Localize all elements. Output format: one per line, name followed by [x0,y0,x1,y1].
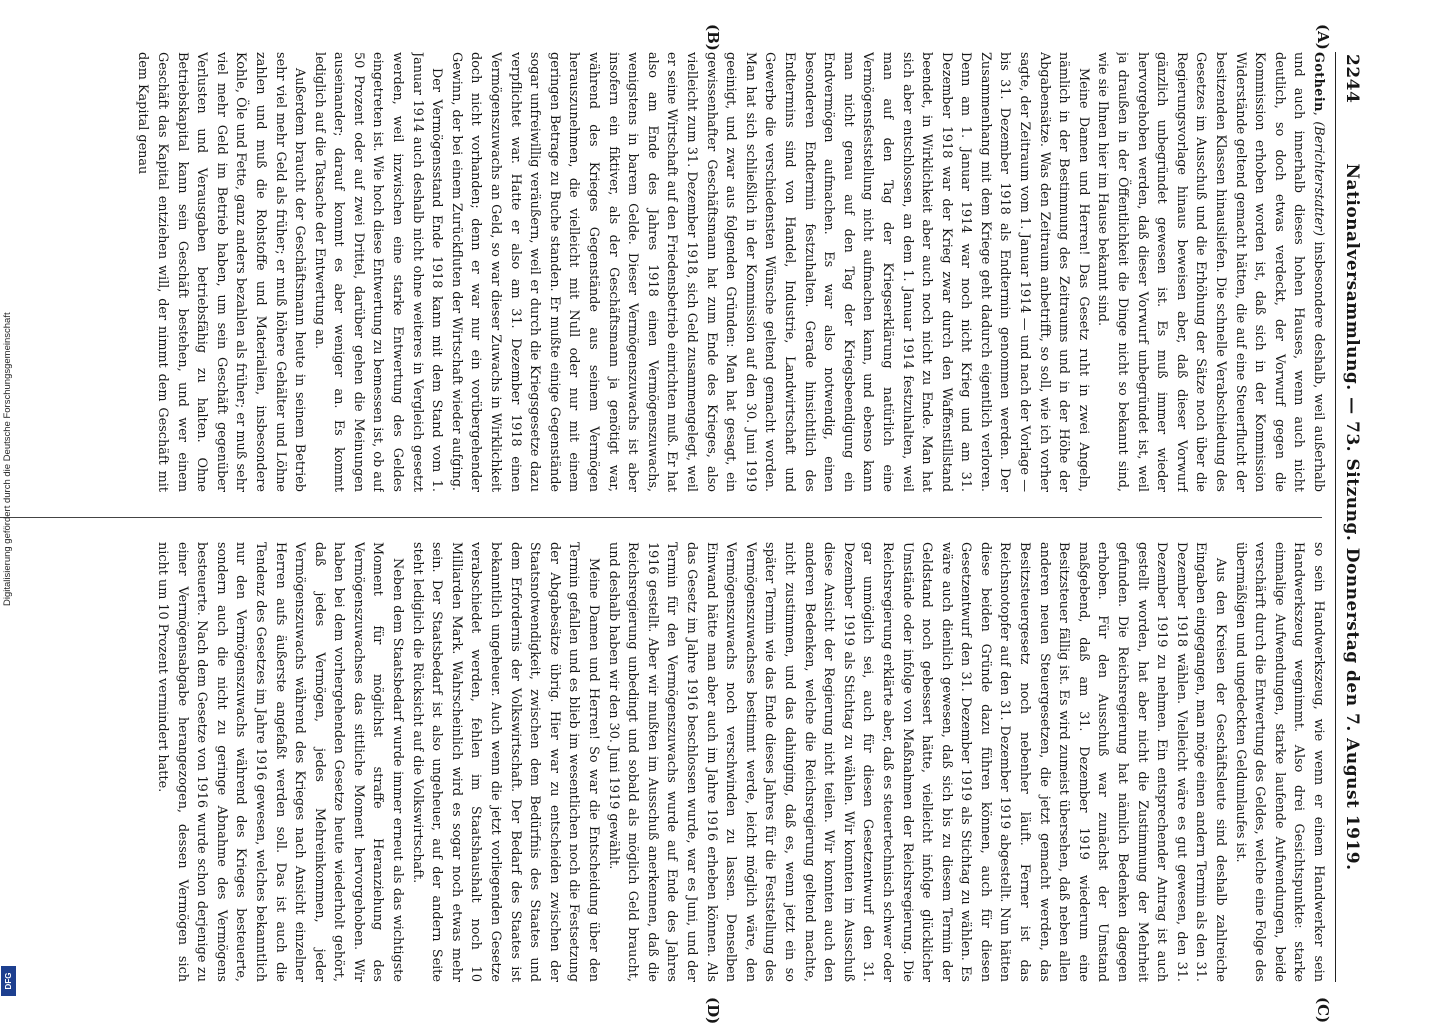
column-divider [0,517,1322,518]
rotated-page [0,24,1362,1024]
margin-mark-c: (C) [1314,997,1332,1024]
speaker-name: Gothein [1311,52,1326,112]
left-paragraph-4: Außerdem braucht der Geschäftsmann heute in seinem Betrieb sehr viel mehr Geld als früher; er muß höhere Gehälter und Löhne zahlen und muß die Rohstoffe und Materialien, insbesondere Kohle, Öle und Fette, ganz anders bezahlen als früher; er muß sehr viel mehr Geld im Betrieb haben, um sein Geschäft gegenüber Verlusten und Verausgaben betriebsfähig zu halten. Ohne Betriebskapital kann sein Geschäft bestehen, und wer einem Geschäft das Kapital entziehen will, der nimmt dem Geschäft mit dem Kapital genau [135,52,308,492]
margin-mark-b: (B) [704,24,722,51]
right-paragraph-4: Neben dem Staatsbedarf wurde immer erneut als das wichtigste Moment für möglichst straffe Heranziehung des Vermögenszuwachses das sittliche Moment hervorgehoben. Wir haben bei dem vorhergehenden Gesetze heute wiederholt gehört, daß jedes Vermögen, jedes Mehreinkommen, jeder Vermögenszuwachs während des Krieges nach Ansicht einzelner Herren aufs äußerste angefaßt werden soll. Das ist auch die Tendenz des Gesetzes im Jahre 1916 gewesen, welches bekanntlich nur den Vermögenszuwachs während des Krieges besteuerte, sondern auch die nicht zu geringe Abnahme des Vermögens besteuerte. Nach dem Gesetze von 1916 wurde schon derjenige zu einer Vermögensabgabe herangezogen, dessen Vermögen sich nicht um 10 Prozent vermindert hatte. [154,542,406,982]
left-paragraph-3: Der Vermögensstand Ende 1918 kann mit dem Stand vom 1. Januar 1914 auch deshalb nicht ohne weiteres in Vergleich gesetzt werden, weil inzwischen eine starke Entwertung des Geldes eingetreten ist. Wie hoch diese Entwertung zu bemessen ist, ob auf 50 Prozent oder auf zwei Drittel, darüber gehen die Meinungen auseinander; darauf kommt es aber weniger an. Es kommt lediglich auf die Tatsache der Entwertung an. [311,52,445,492]
left-paragraph-2: Meine Damen und Herren! Das Gesetz ruht in zwei Angeln, nämlich in der Bestimmung des Zeitraums und in der Höhe der Abgabensätze. Was den Zeitraum anbetrifft, so soll, wie ich vorher sagte, der Zeitraum vom 1. Januar 1914 — und nach der Vorlage — bis 31. Dezember 1918 als Endtermin genommen werden. Der Zusammenhang mit dem Kriege geht dadurch eigentlich verloren. Denn am 1. Januar 1914 war noch nicht Krieg und am 31. Dezember 1918 war der Krieg zwar durch den Waffenstillstand beendet, in Wirklichkeit aber auch noch nicht zu Ende. Man hat sich aber entschlossen, an dem 1. Januar 1914 festzuhalten, weil man auf den Tag der Kriegserklärung natürlich eine Vermögensfeststellung nicht aufmachen kann, und ebenso kann man nicht genau auf den Tag der Kriegsbeendigung ein Endvermögen aufmachen. Es war also notwendig, einen besonderen Endtermin festzuhalten. Gerade hinsichtlich des Endtermins sind von Handel, Industrie, Landwirtschaft und Gewerbe die verschiedensten Wünsche geltend gemacht worden. Man hat sich schließlich in der Kommission auf den 30. Juni 1919 geeinigt, und zwar aus folgenden Gründen: Man hat gesagt, ein gewissenhafter Geschäftsmann hat zum Ende des Krieges, also vielleicht zum 31. Dezember 1918, sich Geld zusammengelegt, weil er seine Wirtschaft auf den Friedensbetrieb einrichten muß. Er hat also am Ende des Jahres 1918 einen Vermögenszuwachs, wenigstens in barem Gelde. Dieser Vermögenszuwachs ist aber insofern ein fiktiver, als der Geschäftsmann ja genötigt war, während des Krieges Gegenstände aus seinem Vermögen herauszunehmen, die vielleicht mit Null oder nur mit einem geringen Betrage zu Buche standen. Er mußte einige Gegenstände sogar unfreiwillig veräußern, weil er durch die Kriegsgesetze dazu verpflichtet war. Hatte er also am 31. Dezember 1918 einen Vermögenszuwachs an Geld, so war dieser Zuwachs in Wirklichkeit doch nicht vorhanden; denn er war nur ein vorübergehender Gewinn, der bei einem Zurückfluten der Wirtschaft wieder aufging. [448,52,1091,492]
speaker-remark: (Berichterstatter) [1311,121,1326,237]
dfg-logo-text: DFG [4,972,13,990]
left-paragraph-1-text: insbesondere deshalb, weil außerhalb und auch innerhalb dieses hohen Hauses, wenn auch nicht deutlich, so doch etwas verdeckt, der Vorwurf gegen die Kommission erhoben worden ist, daß sich in der Kommission Widerstände geltend gemacht hätten, die auf eine Steuerflucht der besitzenden Klassen hinausliefen. Die schnelle Verabschiedung des Gesetzes im Ausschuß und die Erhöhung der Sätze noch über die Regierungsvorlage hinaus beweisen aber, daß dieser Vorwurf gänzlich unbegründet gewesen ist. Es muß immer wieder hervorgehoben werden, daß dieser Vorwurf unbegründet ist, weil ja draußen in der Öffentlichkeit die Dinge nicht so bekannt sind, wie sie Ihnen hier im Hause bekannt sind. [1095,52,1326,492]
digitization-credit: Digitalisierung gefördert durch die Deutsche Forschungsgemeinschaft [2,312,13,606]
page-number: 2244 [1342,54,1362,104]
right-paragraph-2: Aus den Kreisen der Geschäftsleute sind deshalb zahlreiche Eingaben eingegangen, man möge einen andern Termin als den 31. Dezember 1918 wählen. Vielleicht wäre es gut gewesen, den 31. Dezember 1919 zu nehmen. Ein entsprechender Antrag ist auch gestellt worden, hat aber nicht die Zustimmung der Mehrheit gefunden. Die Reichsregierung hat nämlich Bedenken dagegen erhoben. Für den Ausschuß war zunächst der Umstand maßgebend, daß am 31. Dezember 1919 wiederum eine Besitzsteuer fällig ist. Es wird zumeist übersehen, daß neben allen anderen neuen Steuergesetzen, die jetzt gemacht werden, das Besitzsteuergesetz noch nebenher läuft. Ferner ist das Reichsnotopfer auf den 31. Dezember 1919 abgestellt. Nun hätten diese beiden Gründe dazu führen können, auch für diesen Gesetzentwurf den 31. Dezember 1919 als Stichtag zu wählen. Es wäre auch dienlich gewesen, daß sich bis zu diesem Termin der Geldstand noch gebessert hätte, vielleicht infolge glücklicher Umstände oder infolge von Maßnahmen der Reichsregierung. Die Reichsregierung erklärte aber, daß es steuertechnisch schwer oder gar unmöglich sei, auch für diesen Gesetzentwurf den 31. Dezember 1919 als Stichtag zu wählen. Wir konnten im Ausschuß diese Ansicht der Regierung nicht teilen. Wir konnten auch den anderen Bedenken, welche die Reichsregierung geltend machte, nicht zustimmen, und das dahinging, daß es, wenn jetzt ein so später Termin wie das Ende dieses Jahres für die Feststellung des Vermögenszuwachses bestimmt werde, leicht möglich wäre, den Vermögenszuwachs noch verschwinden zu lassen. Denselben Einwand hätte man aber auch im Jahre 1916 erheben können. Als das Gesetz im Jahre 1916 beschlossen wurde, war es Juni, und der Termin für den Vermögenszuwachs wurde auf Ende des Jahres 1916 gestellt. Aber wir mußten im Ausschuß anerkennen, daß die Reichsregierung unbedingt und sobald als möglich Geld braucht, und deshalb haben wir den 30. Juni 1919 gewählt. [605,542,1229,982]
right-paragraph-3: Meine Damen und Herren! So war die Entscheidung über den Termin gefallen und es blieb im wesentlichen noch die Festsetzung der Abgabesätze übrig. Hier war zu entscheiden zwischen der Staatsnotwendigkeit, zwischen dem Bedürfnis des Staates und dem Erfordernis der Volkswirtschaft. Der Bedarf des Staates ist bekanntlich ungeheuer. Auch wenn die jetzt vorliegenden Gesetze verabschiedet werden, fehlen im Staatshaushalt noch 10 Milliarden Mark. Wahrscheinlich wird es sogar noch etwas mehr sein. Der Staatsbedarf ist also ungeheuer, auf der andern Seite steht lediglich die Rücksicht auf die Volkswirtschaft. [409,542,602,982]
left-paragraph-1: Gothein, (Berichterstatter) insbesondere deshalb, weil außerhalb und auch innerhalb dieses hohen Hauses, wenn auch nicht deutlich, so doch etwas verdeckt, der Vorwurf gegen die Kommission erhoben worden ist, daß sich in der Kommission Widerstände geltend gemacht hätten, die auf eine Steuerflucht der besitzenden Klassen hinausliefen. Die schnelle Verabschiedung des Gesetzes im Ausschuß und die Erhöhung der Sätze noch über die Regierungsvorlage hinaus beweisen aber, daß dieser Vorwurf gänzlich unbegründet gewesen ist. Es muß immer wieder hervorgehoben werden, daß dieser Vorwurf unbegründet ist, weil ja draußen in der Öffentlichkeit die Dinge nicht so bekannt sind, wie sie Ihnen hier im Hause bekannt sind. [1095,52,1326,492]
right-column [0,542,1328,982]
running-head: Nationalversammlung. — 73. Sitzung. Donnerstag den 7. August 1919. [1342,163,1362,871]
right-paragraph-1: so sein Handwerkszeug, wie wenn er einem Handwerker sein Handwerkszeug wegnimmt. Also drei Gesichtspunkte: starke einmalige Aufwendungen, starke laufende Aufwendungen, beide verschärft durch die Entwertung des Geldes, welche eine Folge des übermäßigen und ungedeckten Geldumlaufes ist. [1232,542,1326,982]
margin-mark-d: (D) [704,997,722,1024]
left-column [0,52,1328,492]
dfg-logo [1,966,16,996]
margin-mark-a: (A) [1314,24,1332,50]
page-header [1335,52,1362,982]
